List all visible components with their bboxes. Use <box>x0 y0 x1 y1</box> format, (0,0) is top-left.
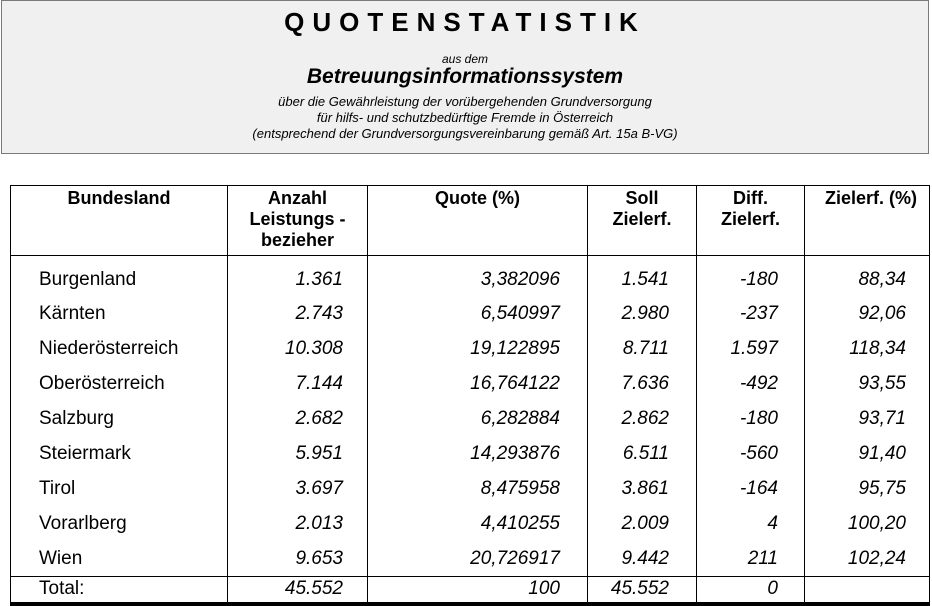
cell-quote: 8,475958 <box>368 472 588 507</box>
cell-soll: 8.711 <box>588 332 697 367</box>
cell-zielerf-pct: 118,34 <box>805 332 930 367</box>
cell-soll: 1.541 <box>588 256 697 297</box>
cell-bundesland: Kärnten <box>11 297 228 332</box>
cell-diff: -164 <box>697 472 805 507</box>
cell-anzahl: 10.308 <box>228 332 368 367</box>
cell-total-quote: 100 <box>368 577 588 604</box>
cell-anzahl: 2.013 <box>228 507 368 542</box>
description-line-1: über die Gewährleistung der vorübergehenden Grundversorgung <box>278 94 652 109</box>
subtitle-aus-dem: aus dem <box>441 52 489 66</box>
table-header-row <box>11 186 930 256</box>
cell-zielerf-pct: 93,71 <box>805 402 930 437</box>
header-zielerf-pct-label: Zielerf. (%) <box>824 188 917 208</box>
cell-bundesland: Salzburg <box>11 402 228 437</box>
cell-quote: 20,726917 <box>368 542 588 577</box>
cell-bundesland: Oberösterreich <box>11 367 228 402</box>
cell-zielerf-pct: 92,06 <box>805 297 930 332</box>
cell-quote: 16,764122 <box>368 367 588 402</box>
cell-total-soll: 45.552 <box>588 577 697 604</box>
header-bundesland <box>11 186 228 256</box>
cell-quote: 6,540997 <box>368 297 588 332</box>
cell-diff: 211 <box>697 542 805 577</box>
cell-anzahl: 3.697 <box>228 472 368 507</box>
header-bundesland-label: Bundesland <box>67 188 171 208</box>
cell-diff: -560 <box>697 437 805 472</box>
cell-anzahl: 1.361 <box>228 256 368 297</box>
cell-diff: 4 <box>697 507 805 542</box>
cell-bundesland: Wien <box>11 542 228 577</box>
cell-quote: 19,122895 <box>368 332 588 367</box>
cell-quote: 14,293876 <box>368 437 588 472</box>
header-box <box>1 0 929 154</box>
cell-anzahl: 2.682 <box>228 402 368 437</box>
header-diff <box>697 186 805 256</box>
cell-zielerf-pct: 93,55 <box>805 367 930 402</box>
cell-total-label: Total: <box>11 577 228 604</box>
table-row <box>11 297 930 332</box>
table-row <box>11 402 930 437</box>
cell-soll: 2.862 <box>588 402 697 437</box>
cell-soll: 7.636 <box>588 367 697 402</box>
table-row <box>11 256 930 297</box>
cell-bundesland: Tirol <box>11 472 228 507</box>
quota-table <box>10 185 930 606</box>
cell-diff: -180 <box>697 256 805 297</box>
page-title: QUOTENSTATISTIK <box>284 7 646 37</box>
table-row <box>11 542 930 577</box>
header-anzahl-line-2: Leistungs - <box>249 209 346 229</box>
cell-soll: 2.980 <box>588 297 697 332</box>
cell-bundesland: Vorarlberg <box>11 507 228 542</box>
header-zielerf-pct <box>805 186 930 256</box>
cell-quote: 4,410255 <box>368 507 588 542</box>
cell-diff: -492 <box>697 367 805 402</box>
cell-bundesland: Burgenland <box>11 256 228 297</box>
cell-total-anzahl: 45.552 <box>228 577 368 604</box>
header-soll <box>588 186 697 256</box>
header-quote-label: Quote (%) <box>435 188 520 208</box>
cell-soll: 6.511 <box>588 437 697 472</box>
table-row <box>11 367 930 402</box>
table-row <box>11 507 930 542</box>
cell-quote: 6,282884 <box>368 402 588 437</box>
cell-zielerf-pct: 100,20 <box>805 507 930 542</box>
table-row <box>11 332 930 367</box>
cell-soll: 2.009 <box>588 507 697 542</box>
header-anzahl <box>228 186 368 256</box>
description-line-3: (entsprechend der Grundversorgungsvereinbarung gemäß Art. 15a B-VG) <box>252 126 678 141</box>
cell-zielerf-pct: 102,24 <box>805 542 930 577</box>
cell-soll: 3.861 <box>588 472 697 507</box>
cell-zielerf-pct: 95,75 <box>805 472 930 507</box>
header-diff-line-1: Diff. <box>733 188 768 208</box>
cell-diff: -237 <box>697 297 805 332</box>
cell-quote: 3,382096 <box>368 256 588 297</box>
cell-diff: 1.597 <box>697 332 805 367</box>
header-anzahl-line-3: bezieher <box>260 230 335 250</box>
header-soll-line-2: Zielerf. <box>612 209 672 229</box>
system-name: Betreuungsinformationssystem <box>306 65 624 88</box>
cell-anzahl: 7.144 <box>228 367 368 402</box>
cell-bundesland: Steiermark <box>11 437 228 472</box>
cell-total-diff: 0 <box>697 577 805 604</box>
cell-diff: -180 <box>697 402 805 437</box>
cell-bundesland: Niederösterreich <box>11 332 228 367</box>
table-row <box>11 472 930 507</box>
header-soll-line-1: Soll <box>625 188 659 208</box>
header-quote <box>368 186 588 256</box>
table-total-row <box>11 577 930 604</box>
header-diff-line-2: Zielerf. <box>720 209 781 229</box>
cell-total-zielerf-pct <box>805 577 930 604</box>
header-anzahl-line-1: Anzahl <box>267 188 327 208</box>
cell-soll: 9.442 <box>588 542 697 577</box>
cell-anzahl: 2.743 <box>228 297 368 332</box>
table-row <box>11 437 930 472</box>
description-line-2: für hilfs- und schutzbedürftige Fremde in Österreich <box>316 110 614 125</box>
cell-anzahl: 5.951 <box>228 437 368 472</box>
cell-zielerf-pct: 88,34 <box>805 256 930 297</box>
cell-anzahl: 9.653 <box>228 542 368 577</box>
cell-zielerf-pct: 91,40 <box>805 437 930 472</box>
